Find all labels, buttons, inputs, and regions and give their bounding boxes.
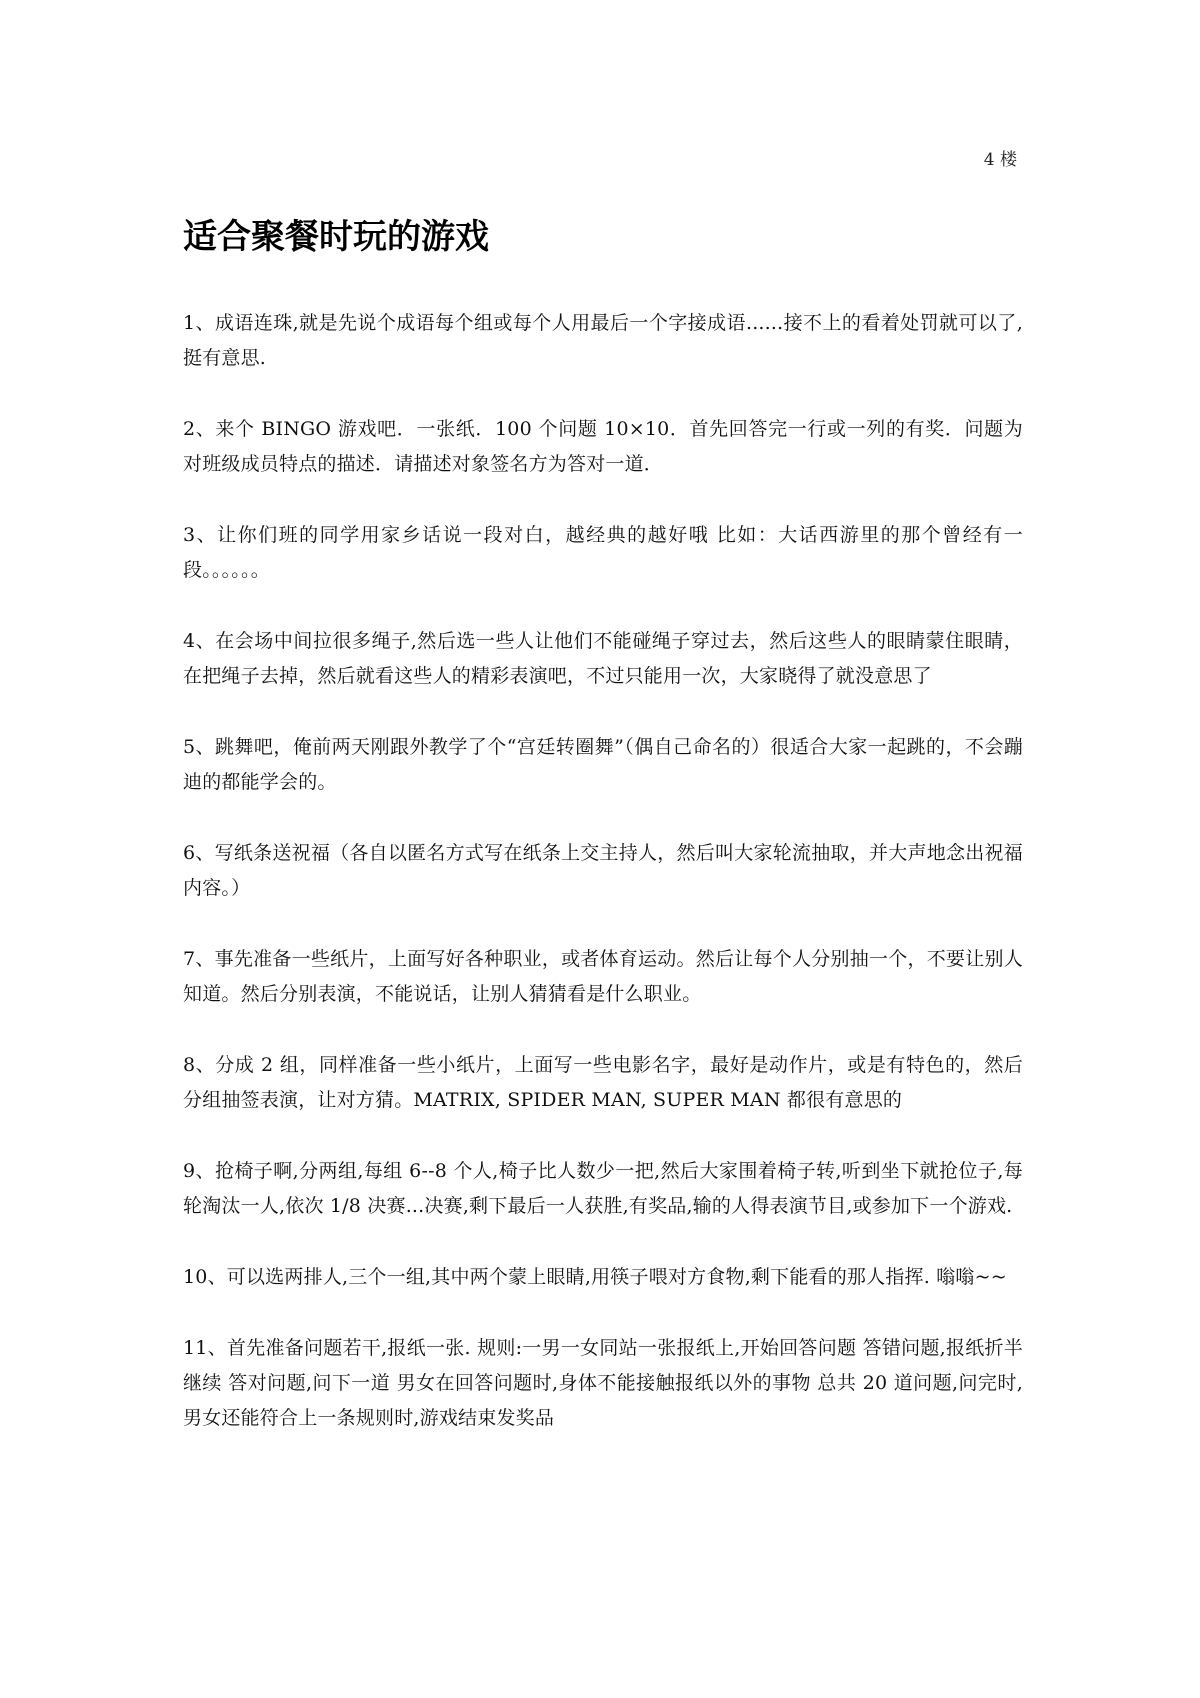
game-item-3: 3、让你们班的同学用家乡话说一段对白，越经典的越好哦 比如：大话西游里的那个曾经有一段。。。。。。	[183, 524, 1023, 581]
game-item-8: 8、分成 2 组，同样准备一些小纸片，上面写一些电影名字，最好是动作片，或是有特色的，然后分组抽签表演，让对方猜。MATRIX, SPIDER MAN, SUPER MAN 都很有意思的	[183, 1054, 1023, 1111]
game-item-11: 11、首先准备问题若干,报纸一张. 规则:一男一女同站一张报纸上,开始回答问题 答错问题,报纸折半继续 答对问题,问下一道 男女在回答问题时,身体不能接触报纸以外的事物 总共 20 道问题,问完时,男女还能符合上一条规则时,游戏结束发奖品	[183, 1337, 1023, 1429]
game-item-4: 4、在会场中间拉很多绳子,然后选一些人让他们不能碰绳子穿过去，然后这些人的眼睛蒙住眼睛，在把绳子去掉，然后就看这些人的精彩表演吧，不过只能用一次，大家晓得了就没意思了	[183, 630, 1023, 687]
game-item-7: 7、事先准备一些纸片，上面写好各种职业，或者体育运动。然后让每个人分别抽一个，不要让别人知道。然后分别表演，不能说话，让别人猜猜看是什么职业。	[183, 948, 1023, 1005]
page-title: 适合聚餐时玩的游戏	[183, 217, 489, 257]
game-item-9: 9、抢椅子啊,分两组,每组 6--8 个人,椅子比人数少一把,然后大家围着椅子转,听到坐下就抢位子,每轮淘汰一人,依次 1/8 决赛...决赛,剩下最后一人获胜,有奖品,输的人得表演节目,或参加下一个游戏.	[183, 1160, 1023, 1217]
game-item-10: 10、可以选两排人,三个一组,其中两个蒙上眼睛,用筷子喂对方食物,剩下能看的那人指挥. 嗡嗡~~	[183, 1266, 1007, 1288]
game-item-5: 5、跳舞吧，俺前两天刚跟外教学了个“宫廷转圈舞”（偶自己命名的）很适合大家一起跳的，不会蹦迪的都能学会的。	[183, 736, 1023, 793]
game-item-1: 1、成语连珠,就是先说个成语每个组或每个人用最后一个字接成语......接不上的看着处罚就可以了,挺有意思.	[183, 312, 1023, 369]
game-item-2: 2、来个 BINGO 游戏吧．一张纸．100 个问题 10×10．首先回答完一行或一列的有奖．问题为对班级成员特点的描述．请描述对象签名方为答对一道．	[183, 418, 1023, 475]
game-list	[183, 306, 1023, 1472]
floor-label: 4 楼	[983, 150, 1017, 170]
game-item-6: 6、写纸条送祝福（各自以匿名方式写在纸条上交主持人，然后叫大家轮流抽取，并大声地念出祝福内容。）	[183, 842, 1023, 899]
